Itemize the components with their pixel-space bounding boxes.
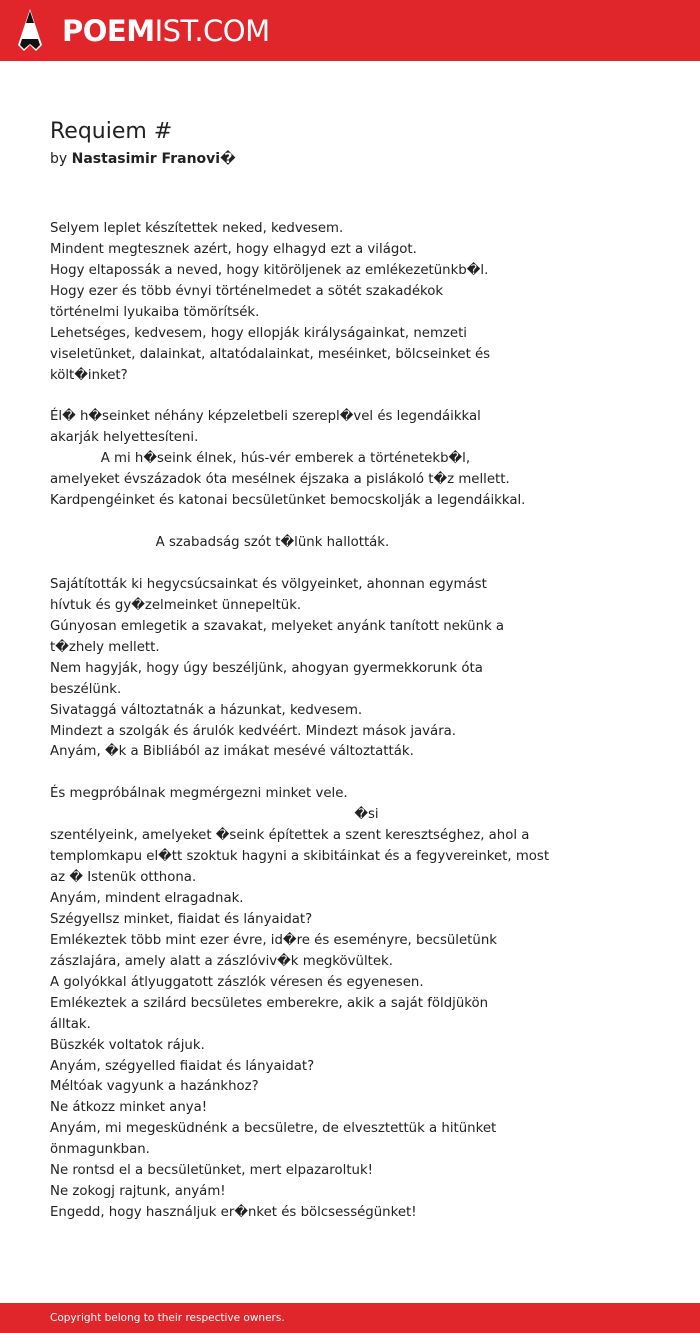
poem-line: Ne átkozz minket anya! bbox=[50, 1100, 208, 1116]
poem-line: Selyem leplet készítettek neked, kedvesem. bbox=[50, 221, 344, 236]
poem-line: Emlékeztek a szilárd becsületes emberekre, akik a saját földjükön bbox=[50, 995, 489, 1011]
copyright-text: Copyright belong to their respective owners. bbox=[50, 1312, 285, 1324]
stanza-break bbox=[50, 763, 610, 784]
stanza-break bbox=[50, 387, 610, 408]
poem-line: És megpróbálnak megmérgezni minket vele. bbox=[50, 786, 348, 802]
poem-line: Nem hagyják, hogy úgy beszéljünk, ahogyan gyermekkorunk óta bbox=[50, 660, 483, 676]
poem-line: Hogy eltapossák a neved, hogy kitöröljenek az emlékezetünkb�l. bbox=[50, 262, 489, 278]
poem-line: Mindent megtesznek azért, hogy elhagyd ezt a világot. bbox=[50, 241, 417, 257]
poem-line: Anyám, szégyelled fiaidat és lányaidat? bbox=[50, 1058, 315, 1074]
poem-line: Mindezt a szolgák és árulók kedvéért. Mindezt mások javára. bbox=[50, 723, 457, 739]
poem-line: A mi h�seink élnek, hús-vér emberek a történetekb�l, bbox=[50, 451, 471, 467]
stanza-break bbox=[50, 554, 610, 575]
poem-line: Hogy ezer és több évnyi történelmedet a sötét szakadékok bbox=[50, 283, 444, 299]
poem-line: az � Istenük otthona. bbox=[50, 870, 197, 886]
poem-line: beszélünk. bbox=[50, 681, 122, 697]
author-name: Nastasimir Franovi� bbox=[71, 151, 236, 167]
poem-body bbox=[50, 219, 610, 1224]
poem-line: Ne zokogj rajtunk, anyám! bbox=[50, 1184, 226, 1200]
poem-title: Requiem # bbox=[50, 119, 173, 144]
poem-line: hívtuk és gy�zelmeinket ünnepeltük. bbox=[50, 597, 302, 613]
poem-line: zászlajára, amely alatt a zászlóviv�k megkövültek. bbox=[50, 953, 393, 969]
poem-line: Él� h�seinket néhány képzeletbeli szerepl�vel és legendáikkal bbox=[50, 409, 481, 425]
poem-line: történelmi lyukaiba tömörítsék. bbox=[50, 304, 260, 320]
site-logo-link[interactable] bbox=[62, 14, 270, 48]
poem-line: Anyám, mindent elragadnak. bbox=[50, 891, 244, 906]
byline bbox=[50, 149, 236, 169]
poem-line: Anyám, mi megesküdnénk a becsületre, de elvesztettük a hitünket bbox=[50, 1121, 497, 1137]
poem-line: Büszkék voltatok rájuk. bbox=[50, 1037, 205, 1053]
poem-line: akarják helyettesíteni. bbox=[50, 430, 199, 446]
by-label: by bbox=[50, 151, 68, 167]
stanza-break bbox=[50, 512, 610, 533]
poem-line: Anyám, �k a Bibliából az imákat mesévé változtatták. bbox=[50, 744, 414, 760]
logo-bold-text: POEM bbox=[62, 14, 155, 48]
poem-line: Sajátították ki hegycsúcsainkat és völgyeinket, ahonnan egymást bbox=[50, 576, 487, 592]
poem-line: Sivataggá változtatnák a házunkat, kedvesem. bbox=[50, 702, 363, 718]
poem-line: viseletünket, dalainkat, altatódalainkat, meséinket, bölcseinket és bbox=[50, 346, 491, 362]
poem-line: Kardpengéinket és katonai becsületünket bemocskolják a legendáikkal. bbox=[50, 493, 526, 509]
poem-line: amelyeket évszázadok óta mesélnek éjszaka a pislákoló t�z mellett. bbox=[50, 472, 510, 488]
poem-line: Lehetséges, kedvesem, hogy ellopják királyságainkat, nemzeti bbox=[50, 325, 467, 341]
poem-line: költ�inket? bbox=[50, 367, 128, 383]
poem-line: szentélyeink, amelyeket �seink építettek a szent keresztséghez, ahol a bbox=[50, 828, 530, 844]
site-header bbox=[0, 0, 700, 61]
poem-line: Méltóak vagyunk a hazánkhoz? bbox=[50, 1079, 259, 1095]
logo-light-text: IST.COM bbox=[154, 14, 270, 48]
poem-line: Gúnyosan emlegetik a szavakat, melyeket anyánk tanított nekünk a bbox=[50, 618, 505, 634]
poem-line: �si bbox=[50, 807, 379, 823]
poem-line: Engedd, hogy használjuk er�nket és bölcsességünket! bbox=[50, 1205, 417, 1221]
poem-line: A szabadság szót t�lünk hallották. bbox=[50, 535, 390, 551]
poem-line: álltak. bbox=[50, 1016, 91, 1032]
poem-line: templomkapu el�tt szoktuk hagyni a skibitáinkat és a fegyvereinket, most bbox=[50, 849, 550, 865]
poem-line: Szégyellsz minket, fiaidat és lányaidat? bbox=[50, 911, 313, 927]
poem-line: Ne rontsd el a becsületünket, mert elpazaroltuk! bbox=[50, 1163, 373, 1179]
poem-line: t�zhely mellett. bbox=[50, 639, 160, 655]
site-footer bbox=[0, 1303, 700, 1333]
pencil-icon[interactable] bbox=[18, 9, 42, 51]
poem-line: Emlékeztek több mint ezer évre, id�re és eseményre, becsületünk bbox=[50, 932, 497, 948]
poem-line: A golyókkal átlyuggatott zászlók véresen és egyenesen. bbox=[50, 974, 424, 990]
poem-line: önmagunkban. bbox=[50, 1142, 150, 1158]
